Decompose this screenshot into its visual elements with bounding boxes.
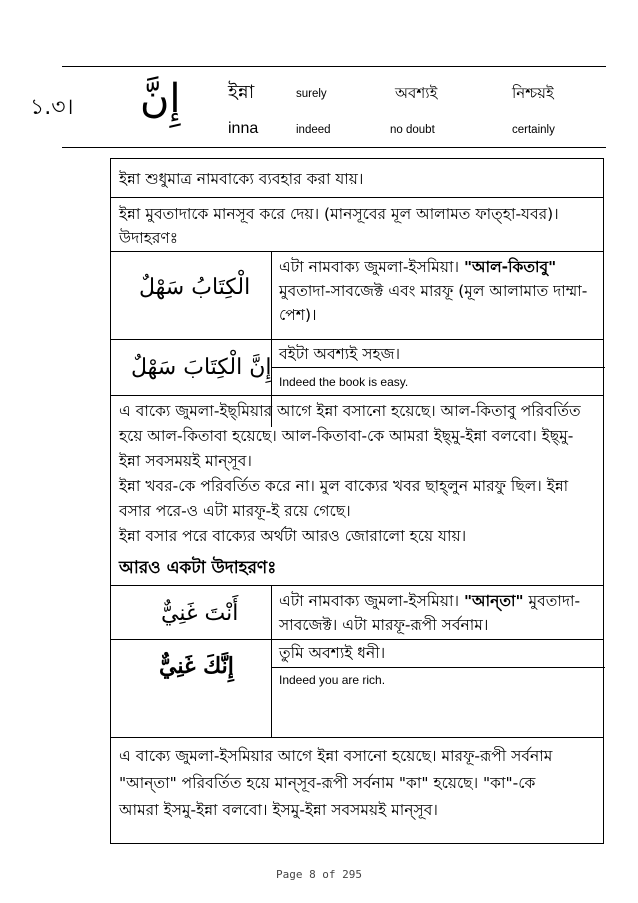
example-1-line-1 [279, 255, 599, 279]
divider [111, 737, 603, 738]
explanation-box [110, 158, 604, 844]
inner-divider [271, 367, 605, 368]
bangla-word: ইন্না [228, 81, 255, 103]
example-4-bangla: তুমি অবশ্যই ধনী। [279, 644, 386, 662]
divider [111, 197, 603, 198]
example-3-highlight: "আন্‌তা" [463, 592, 524, 610]
example-1-line-2: মুবতাদা-সাবজেক্ট এবং মারফূ (মূল আলামাত দাম্মা- [279, 282, 588, 300]
paragraph-4 [119, 743, 595, 824]
paragraph-3 [119, 399, 595, 549]
paragraph-2 [119, 202, 595, 250]
example-2-bangla: বইটা অবশ্যই সহজ। [279, 345, 401, 363]
transliteration: inna [228, 120, 259, 137]
paragraph-4-line: এ বাক্যে জুমলা-ইসমিয়ার আগে ইন্না বসানো হয়েছে। মারফূ-রূপী সর্বনাম [119, 747, 553, 765]
paragraph-3-line: ইন্না খবর-কে পরিবর্তিত করে না। মুল বাক্যের খবর ছাহ্‌লুন মারফু ছিল। ইন্না [119, 477, 569, 495]
meaning-indeed: indeed [296, 124, 331, 136]
example-1-explanation [279, 255, 599, 327]
example-3-line-1-suffix: মুবতাদা- [523, 592, 581, 610]
paragraph-2-line-2: উদাহরণঃ [119, 229, 179, 247]
example-2-arabic: إِنَّ الْكِتَابَ سَهْلٌ [131, 355, 272, 380]
example-2-english: Indeed the book is easy. [279, 375, 409, 389]
paragraph-3-line: ইন্না বসার পরে বাক্যের অর্থটা আরও জোরালো হয়ে যায়। [119, 527, 467, 545]
example-3-line-1-prefix: এটা নামবাক্য জুমলা-ইসমিয়া। [279, 592, 464, 610]
arabic-word: إِنَّ [140, 76, 181, 122]
column-divider [271, 585, 272, 737]
paragraph-2-line-1: ইন্না মুবতাদাকে মানসূব করে দেয়। (মানসূবের মূল আলামত ফাত্‌হা-যবর)। [119, 205, 559, 223]
divider [111, 251, 603, 252]
meaning-nishchoi: নিশ্চয়ই [512, 84, 554, 102]
section-number: ১.৩। [30, 95, 74, 120]
paragraph-3-line: এ বাক্যে জুমলা-ইছ্‌মিয়ার আগে ইন্না বসানো হয়েছে। আল-কিতাবু পরিবর্তিত [119, 402, 581, 420]
paragraph-1 [119, 167, 595, 191]
example-3-explanation [279, 589, 599, 637]
page-footer: Page 8 of 295 [275, 868, 363, 881]
paragraph-4-line: আমরা ইসমু-ইন্না বলবো। ইসমু-ইন্না সবসময়ই মান্‌সূব। [119, 801, 438, 819]
example-4-arabic: إِنَّكَ غَنِيٌّ [159, 653, 234, 679]
paragraph-3-line: ইন্না সবসময়ই মান্‌সূব। [119, 452, 252, 470]
example-1-arabic: الْكِتَابُ سَهْلٌ [139, 275, 251, 300]
paragraph-3-line: বসার পরে-ও এটা মারফূ-ই রয়ে গেছে। [119, 502, 351, 520]
paragraph-3-line: হয়ে আল-কিতাবা হয়েছে। আল-কিতাবা-কে আমরা ইছ্‌মু-ইন্না বলবো। ইছ্‌মু- [119, 427, 574, 445]
example-1-line-1-prefix: এটা নামবাক্য জুমলা-ইসমিয়া। [279, 258, 464, 276]
example-4-english: Indeed you are rich. [279, 673, 386, 687]
header-top-rule [62, 66, 606, 67]
example-3-arabic: أَنْتَ غَنِيٌّ [161, 601, 239, 626]
header-bottom-rule [62, 147, 606, 148]
divider [111, 395, 603, 396]
divider [111, 639, 603, 640]
meaning-no-doubt: no doubt [390, 124, 435, 136]
divider [111, 585, 603, 586]
meaning-surely: surely [296, 88, 327, 100]
divider [111, 339, 603, 340]
paragraph-4-line: "আন্‌তা" পরিবর্তিত হয়ে মান্‌সূব-রূপী সর্বনাম "কা" হয়েছে। "কা"-কে [119, 774, 536, 792]
example-3-line-1 [279, 589, 599, 613]
meaning-certainly: certainly [512, 124, 555, 136]
inner-divider [271, 667, 605, 668]
example-1-highlight: "আল-কিতাবু" [463, 258, 557, 276]
example-1-line-3: পেশ)। [279, 306, 317, 324]
meaning-abosshoi: অবশ্যই [395, 84, 438, 102]
more-examples-heading: আরও একটা উদাহরণঃ [119, 558, 277, 578]
paragraph-1-text: ইন্না শুধুমাত্র নামবাক্যে ব্যবহার করা যায়। [119, 170, 364, 188]
example-3-line-2: সাবজেক্ট। এটা মারফূ-রূপী সর্বনাম। [279, 616, 489, 634]
